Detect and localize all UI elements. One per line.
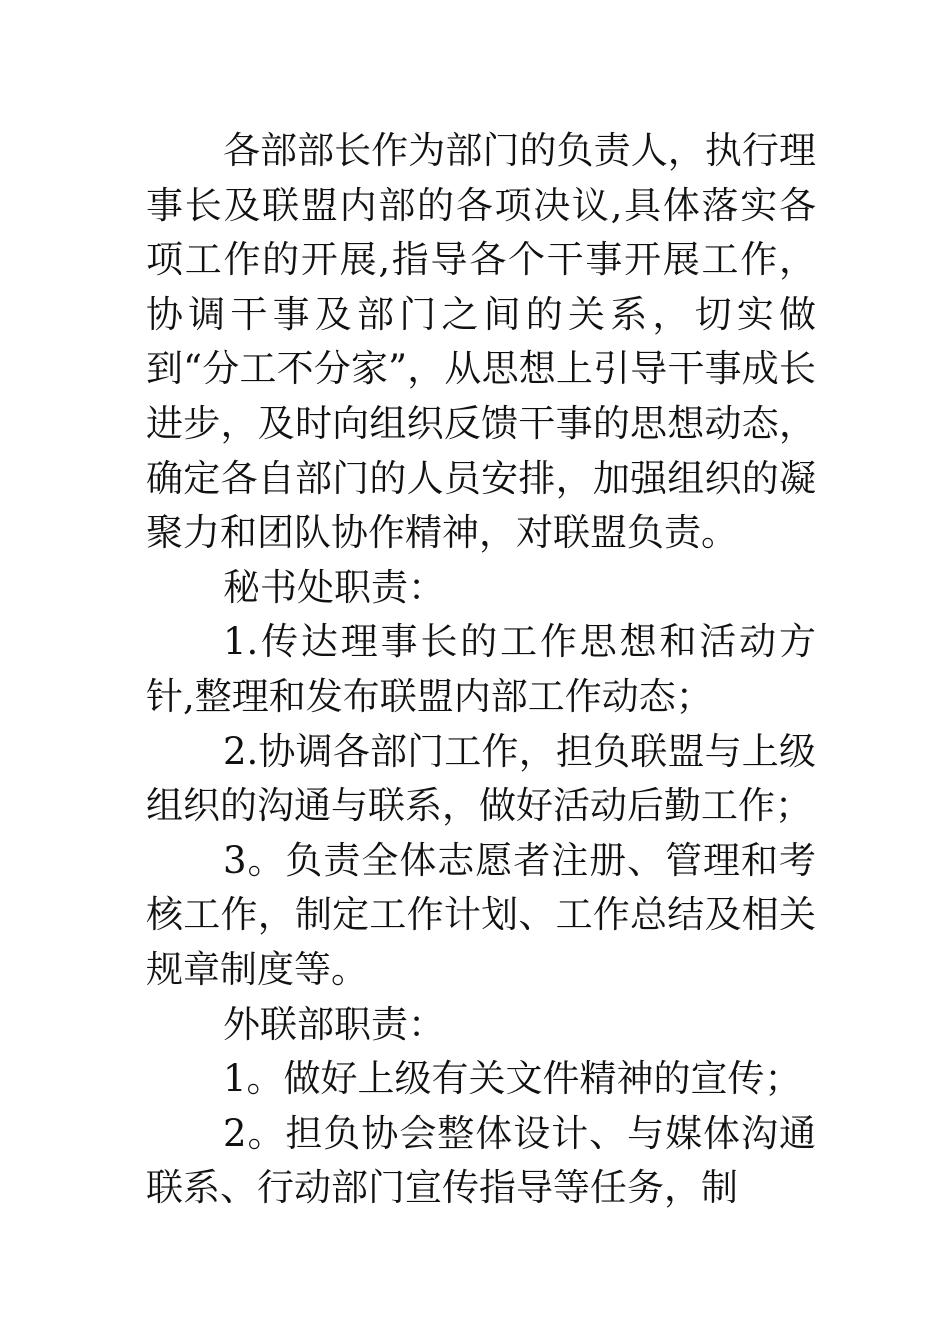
secretariat-duty-3: 3。负责全体志愿者注册、管理和考核工作，制定工作计划、工作总结及相关规章制度等。 <box>146 838 816 991</box>
document-body <box>146 124 816 1216</box>
heading-secretariat-duties: 秘书处职责： <box>222 565 445 609</box>
paragraph-department-heads: 各部部长作为部门的负责人，执行理事长及联盟内部的各项决议,具体落实各项工作的开展,指导各个干事开展工作，协调干事及部门之间的关系，切实做到“分工不分家”，从思想上引导干事成长进步，及时向组织反馈干事的思想动态，确定各自部门的人员安排，加强组织的凝聚力和团队协作精神，对联盟负责。 <box>146 129 816 555</box>
secretariat-duty-2: 2.协调各部门工作，担负联盟与上级组织的沟通与联系，做好活动后勤工作； <box>146 729 816 828</box>
heading-external-affairs-duties: 外联部职责： <box>222 1002 445 1046</box>
secretariat-duty-1: 1.传达理事长的工作思想和活动方针,整理和发布联盟内部工作动态； <box>146 620 816 718</box>
external-affairs-duty-2: 2。担负协会整体设计、与媒体沟通联系、行动部门宣传指导等任务，制 <box>146 1111 816 1210</box>
external-affairs-duty-1: 1。做好上级有关文件精神的宣传； <box>222 1057 802 1101</box>
